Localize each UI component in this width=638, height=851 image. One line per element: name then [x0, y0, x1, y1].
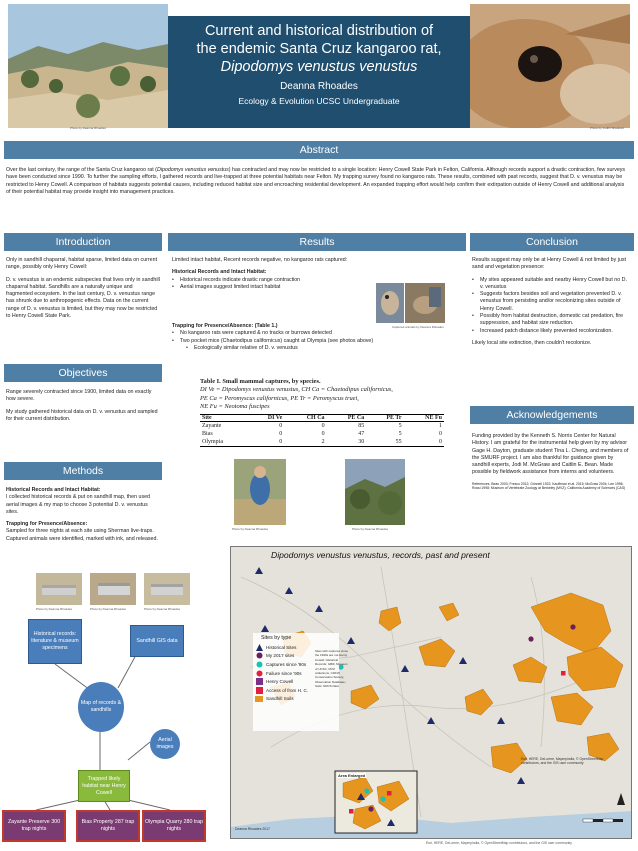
conclusion-item-4: • Increased patch distance likely prevented recolonization.: [472, 328, 632, 335]
conclusion-item-1: • My sites appeared suitable and nearby Henry Cowell but no D. v. venustus: [472, 277, 632, 292]
map-title: Dipodomys venustus venustus, records, past and present: [271, 550, 490, 560]
results-records-title: Historical Records and Intact Habitat:: [172, 269, 267, 276]
results-intro: Limited intact habitat, Recent records negative, no kangaroo rats captured:: [172, 257, 348, 263]
results-photo-a: [234, 459, 286, 525]
flow-site-olympia-label: Olympia Quarry 280 trap nights: [145, 819, 203, 832]
poster-title-line3: Dipodomys venustus venustus: [220, 59, 418, 75]
legend-label: Historical Sites: [266, 644, 297, 650]
results-capture-table: [200, 414, 444, 447]
flow-aerial-label: Aerial images: [156, 737, 174, 750]
abstract-species: Dipodomys venustus venustus: [156, 167, 229, 173]
table-caption-l3: NE Fu = Neotoma fuscipes: [200, 403, 270, 411]
flow-aerial-circle: [150, 729, 180, 759]
conclusion-intro: Results suggest may only be at Henry Cowell & not limited by just sand and vegetation presence:: [472, 257, 626, 271]
results-photo-credit: Captured animals by Deanna Rhoades: [392, 325, 444, 329]
table-header-row: [200, 415, 444, 422]
circle-icon: [255, 652, 263, 660]
conclusion-closing: Likely local site extinction, then couldn't recolonize.: [472, 339, 592, 346]
circle-icon: [255, 660, 263, 668]
flow-map-circle: [78, 682, 124, 732]
methods-heading: Methods: [4, 462, 162, 480]
flow-site-bias-label: Bias Property 287 trap nights: [81, 819, 135, 832]
flow-trapped-box: [78, 770, 130, 802]
flow-records-label: Historical records: literature & museum specimens: [31, 631, 79, 651]
results-photo-a-credit: Photo by Deanna Rhoades: [232, 527, 269, 531]
author-name: Deanna Rhoades: [280, 81, 358, 92]
objectives-p2: My study gathered historical data on D. v. venustus and sampled for their current distribution.: [6, 408, 158, 422]
triangle-icon: [255, 643, 263, 651]
flow-map-label: Map of records & sandhills: [80, 700, 122, 713]
table-caption-title: Table I. Small mammal captures, by species.: [200, 378, 321, 385]
table-header-petr: PE Tr: [366, 415, 403, 422]
table-caption-l1: DI Ve = Dipodomys venustus venustus, CH Ca = Chaetodipus californicus,: [200, 386, 393, 394]
flow-records-box: [28, 619, 82, 664]
header-photo-right-credit: Photo by Judith Shadows: [590, 126, 624, 130]
methods-trapping-body: Sampled for three nights at each site using Sherman live-traps. Captured animals were identified, marked with ink, and released.: [6, 528, 158, 542]
results-photo-mouse-1: [376, 283, 404, 323]
square-icon: [255, 686, 263, 694]
table-cell: 55: [366, 438, 403, 447]
table-cell: 5: [398, 423, 402, 429]
table-header-nefu: NE Fu: [404, 415, 444, 422]
flow-site-zayante: [2, 810, 66, 842]
author-affiliation: Ecology & Evolution UCSC Undergraduate: [238, 96, 400, 106]
results-trapping-item-2: • Two pocket mice (Chaetodipus californicus) caught at Olympia (see photos above): [172, 338, 462, 345]
legend-label: Failure since '90s: [266, 670, 302, 676]
map-inset-label: Area Enlarged: [338, 773, 366, 778]
methods-photo-3-credit: Photo by Deanna Rhoades: [144, 607, 181, 611]
introduction-p1: Only in sandhill chaparral, habitat sparse, limited data on current range, possibly only Henry Cowell:: [6, 257, 158, 271]
table-cell: 0: [321, 423, 325, 429]
abstract-text-post: ) has contracted and may now be restricted to a single location: Henry Cowell State Park in Felton, California. Although records support a drastic contraction, few surveys have been conducted since 1990. To further the sampling efforts, I gathered records and live-trapped at three potential habitats near Felton. My trapping survey found no kangaroo rats. These results, combined with past records, suggest that D. v. venustus may be restricted to Henry Cowell. A comparison of habitats suggests potential causes, including reduced habitat size and encroaching residential development. An expanded trapping effort would help confirm their extirpation outside of Henry Cowell and additional analysis of their potential habitat may provide insight into management practices.: [6, 167, 626, 195]
conclusion-heading: Conclusion: [470, 233, 634, 251]
legend-label: My 2017 sites: [266, 653, 295, 659]
results-trapping-item-1: • No kangaroo rats were captured & no tracks or burrows detected: [172, 330, 462, 337]
acknowledgements-body: [472, 433, 632, 496]
table-cell: 0: [248, 438, 284, 447]
square-icon: [255, 695, 263, 703]
table-header-chca: CH Ca: [284, 415, 326, 422]
objectives-p1: Range severely contracted since 1900, limited data on exactly how severe.: [6, 389, 152, 403]
table-caption-l2: PE Ca = Peromyscus californicus, PE Tr = Peromyscus truei,: [200, 394, 359, 402]
table-cell: 1: [439, 423, 442, 429]
legend-label: Sandhill Soils: [266, 696, 294, 702]
results-trapping-title: Trapping for Presence/Absence: (Table 1.): [172, 323, 278, 329]
table-row: [200, 438, 444, 447]
square-icon: [255, 678, 263, 686]
poster-title-line1: Current and historical distribution of: [204, 23, 434, 39]
methods-photo-1-credit: Photo by Deanna Rhoades: [36, 607, 73, 611]
conclusion-body: [472, 257, 632, 352]
table-cell: 0: [439, 431, 442, 437]
table-cell: 0: [279, 423, 283, 429]
abstract-text-pre: Over the last century, the range of the Santa Cruz kangaroo rat (: [6, 167, 157, 173]
conclusion-item-3: • Possibly from habitat destruction, domestic cat predation, fire suppression, and habitat size reduction.: [472, 313, 632, 328]
abstract-heading: Abstract: [4, 141, 634, 159]
flow-site-bias: [76, 810, 140, 842]
results-trapping-sub: • Ecologically similar relative of D. v. venustus: [172, 345, 462, 352]
circle-icon: [255, 669, 263, 677]
table-header-site: Site: [200, 415, 248, 422]
acknowledgements-heading: Acknowledgements: [470, 406, 634, 424]
flow-gis-label: Sandhill GIS data: [136, 637, 178, 644]
table-cell: 0: [279, 431, 283, 437]
methods-records-body: I collected historical records & put on sandhill map, then used aerial images & my map to choose 3 potential D. v. venustus sites.: [6, 494, 150, 515]
table-cell: 47: [358, 431, 365, 437]
results-table-caption: [200, 378, 448, 412]
flow-site-zayante-label: Zayante Preserve 300 trap nights: [7, 819, 61, 832]
table-cell: 0: [321, 431, 325, 437]
objectives-heading: Objectives: [4, 364, 162, 382]
table-cell: Zayante: [202, 423, 222, 429]
map-credit: Deanna Rhoades 2017: [235, 827, 270, 831]
map-legend-title: Sites by type: [261, 635, 292, 641]
map-source-note: Esri, HERE, DeLorme, Mapmyindia, © OpenStreetMap contributors, and the GIS user community: [521, 757, 604, 766]
legend-label: Henry Cowell: [266, 679, 294, 685]
table-header-dive: DI Ve: [248, 415, 284, 422]
table-cell: 85: [358, 423, 365, 429]
poster-title-line2: the endemic Santa Cruz kangaroo rat,: [196, 41, 442, 57]
introduction-heading: Introduction: [4, 233, 162, 251]
results-heading: Results: [168, 233, 466, 251]
results-photo-b: [345, 459, 405, 525]
table-cell: 5: [398, 431, 402, 437]
acknowledgements-references: References: Bean 2003; Fresco 2012; Grinnell 1922; Kauffman et al. 2015; McGraw 2004; Lee 1996; Rossi 1998; Museum of Vertebrate Zoology at Berkeley (MVZ); California Academy of Sciences (CAS): [472, 481, 626, 491]
map-source-note-bottom: Esri, HERE, DeLorme, Mapmyindia, © OpenStreetMap contributors, and the GIS user community: [426, 841, 572, 845]
results-body: [172, 257, 368, 291]
legend-row-sandhill: [255, 695, 339, 704]
methods-trapping-title: Trapping for Presence/Absence:: [6, 521, 88, 528]
results-records-item-1: • Historical records indicate drastic range contraction: [172, 277, 368, 284]
introduction-p2: D. v. venustus is an endemic subspecies that lives only in sandhill chaparral habitat. Sandhills are a naturally unique and fragmented ecosystem. In the last century, D. v. venustus range has shrunk due to anthropogenic effects. Data on the current range of D. v. venustus is limited, but they may now be restricted to Henry Cowell State Park.: [6, 276, 160, 320]
table-row: [200, 430, 444, 438]
results-photo-b-credit: Photo by Deanna Rhoades: [352, 527, 389, 531]
map-legend-note: Sites with captures since the 1990s are not Henry Cowell. Historical Records: GBIF, Museum of UCSC, MVZ collections, CDFW, Conservation Society, Observation Database; Soils: NRCS Data: [315, 649, 349, 689]
flow-site-olympia: [142, 810, 206, 842]
distribution-map: [230, 546, 632, 839]
results-records-item-2: • Aerial images suggest limited intact habitat: [172, 284, 368, 291]
methods-photo-2-credit: Photo by Deanna Rhoades: [90, 607, 127, 611]
table-cell: Bias: [202, 431, 213, 437]
conclusion-item-2: • Suggests factors besides soil and vegetation prevented D. v. venustus from persisting and/or recolonizing sites outside of Henry Cowell.: [472, 291, 632, 313]
table-cell: 2: [284, 438, 326, 447]
table-cell: Olympia: [200, 438, 248, 447]
results-photo-mouse-2: [405, 283, 445, 323]
flow-trapped-label: Trapped likely habitat near Henry Cowell: [82, 775, 126, 796]
table-header-peca: PE Ca: [327, 415, 367, 422]
header-photo-left-credit: Photo by Deanna Rhoades: [70, 126, 107, 130]
legend-label: Access of from H. C.: [266, 687, 309, 693]
table-cell: 30: [327, 438, 367, 447]
methods-records-title: Historical Records and Intact Habitat:: [6, 487, 101, 493]
table-row: [200, 422, 444, 431]
acknowledgements-text: Funding provided by the Kenneth S. Norris Center for Natural History. I am grateful for the instrumental help given by my advisor Gage H. Dayton, graduate student Tina L. Cheng, and members of the SMURF project. I am also thankful for guidance given by sandhill experts, Jodi M. McGraw and Caitlin E. Bean. Made possible by fieldwork assistance from interns and volunteers.: [472, 433, 629, 476]
table-cell: 0: [404, 438, 444, 447]
legend-label: Captures since '90s: [266, 661, 307, 667]
flow-gis-box: [130, 625, 184, 657]
